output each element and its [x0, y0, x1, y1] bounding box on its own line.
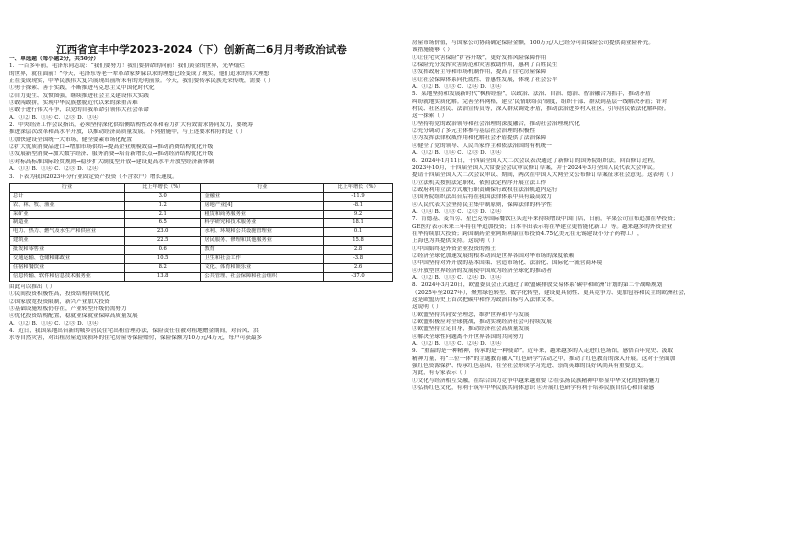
text-line: 4．近日，我国某地出台新的城乡居民住宅出租管理办法，保险责任在被对租地赠金期间，对台风、洪	[9, 327, 259, 334]
text-line: ②政府利用立法方式履行职责确保行政权在法治轨道内运行	[412, 186, 558, 193]
text-line: 7．肯德基、麦当劳、星巴克等国际餐饮巨头近年来持续增设中国门店，日前，苹果公司宣布追加在华投资；	[412, 216, 679, 223]
text-line: ③国务院组织法出台后将在我国法律体系中具有最高效力	[412, 194, 552, 201]
table-cell: 采矿业	[10, 210, 125, 219]
table-cell: 文化、体育和娱乐业	[201, 264, 324, 273]
text-line: ①立法机关按照法定职权、依照法定程序开展立法工作	[412, 179, 547, 186]
text-line: ①加快建设全国统一大市场，健全要素市场化配置	[9, 136, 133, 143]
text-line: 纠纷就地实质化解。完善全科网格，建立‘民情联络员’制度，组织干部、群众到基层一线解决矛盾；针对	[412, 98, 668, 105]
table-header: 行业	[201, 183, 324, 192]
text-line: ③中国坚持对外开放的基本国策、营造市场化、法治化、国际化一流营商环境	[412, 260, 603, 267]
table-cell: 房地产业[4]	[201, 201, 324, 210]
text-line: ④敢于进行伟大斗争，以党的自我革命引领伟大社会革命	[9, 107, 149, 114]
table-cell: 22.5	[124, 237, 201, 246]
text-line: ②经济全球化加速发展的根本动因是世界各国对华市场的深度依赖	[412, 252, 575, 259]
text-line: 5．某地坚持和发展新时代“枫桥经验”，以政治、法治、自治、德治、智治融合为抓手，推动矛盾	[412, 91, 651, 98]
right-question-text	[412, 40, 790, 393]
text-line: ①坚持将党的政治领导和社会治理的深度融合，推动社会治理现代化	[412, 120, 580, 127]
table-cell: -8.1	[324, 201, 393, 210]
text-line: 该措施能够（ ）	[412, 47, 453, 54]
text-line: 1．一百多年前，毛泽东同志说：“我们要努力！我们要拼命的向前！我们黄金的世界，光华灿烂	[9, 63, 245, 70]
text-line: ③发展新型消费→加大数字经济、服务消费→培育新增长点→推动经济结构优化升级	[9, 151, 214, 158]
table-row	[10, 246, 393, 255]
text-line: 9．“重温的是一种精神，传承的是一种使命”。近年来，越来越多的人走进红色场馆，感悟百年党史、汲取	[412, 348, 673, 355]
text-line: ④健全了党的领导、人民当家作主和依法治国的有机统一	[412, 142, 552, 149]
table-cell: 金融业	[201, 192, 324, 201]
table-cell: 住宿和餐饮业	[10, 264, 125, 273]
text-line: A．①② B．①④ C．②③ D．③④	[412, 150, 502, 157]
text-line: ①文化与经济相互交融，在综合国力竞争中越来越重要 ②在弘扬民族精神中彰显中华文化的独特魅力	[412, 377, 660, 384]
text-line: （2025年至2027年），聚焦绿色转型、数字化转型，建设更具韧性、更具竞争力、更加包容和民主的欧洲社会，	[412, 289, 690, 296]
table-row	[10, 219, 393, 228]
text-line: 2．中央经济工作会议指出，必须坚持深化供给侧结构性改革和着力扩大有效需求协同发力，要统筹	[9, 122, 254, 129]
table-cell: 0.6	[124, 246, 201, 255]
table-cell: 租赁和商务服务业	[201, 210, 324, 219]
text-line: 强红色资源保护、传承红色基因，在全社会形成学习先进、崇尚英雄的良好风尚具有重要意义。	[412, 363, 647, 370]
table-header: 比上年增长（%）	[324, 183, 393, 192]
table-cell: 3.0	[124, 192, 201, 201]
table-cell: -37.0	[324, 272, 393, 281]
text-line: A．①④ B．①③ C．②③ D．②④	[412, 208, 502, 215]
table-cell: 13.8	[124, 272, 201, 281]
table-row	[10, 201, 393, 210]
table-cell: 23.0	[124, 228, 201, 237]
text-line: ④让社会保障体系向托底性、普惠性发展，体现了社会公平	[412, 76, 558, 83]
page-title: 江西省宜丰中学2023-2024（下）创新高二6月月考政治试卷	[56, 44, 347, 56]
text-line: 2023年10月，十四届全国人大常委会会议审议修订草案，并于2024年3月全国人民代表大会审议。	[412, 164, 659, 171]
table-cell: 公共管理、社会保障和社会组织	[201, 272, 324, 281]
text-line: ②欧盟积极应对全球挑战，推动实现经济社会可持续发展	[412, 319, 552, 326]
table-cell: 9.2	[324, 210, 393, 219]
text-line: 水等自然灾害，对出租房屋造成损坏的住宅房屋等保险赔付，保险保额为10万元/4万元，每户可获最多	[9, 335, 263, 342]
right-column	[412, 40, 790, 545]
text-line: 在华持续加大投资；跨国制药企业阿斯利康宣布投资4.75亿美元在无锡建设小分子药物工厂，	[412, 230, 643, 237]
text-line: ④人民代表大会坚持民主集中制原则，保障法律的科学性	[412, 201, 552, 208]
left-question-text	[9, 63, 394, 181]
table-cell: 卫生和社会工作	[201, 255, 324, 264]
table-cell: 2.6	[324, 264, 393, 273]
table-row	[10, 255, 393, 264]
table-cell: 18.1	[324, 219, 393, 228]
table-cell: 水利、环境和公共设施管理业	[201, 228, 324, 237]
text-line: 3．下表为我国2023年分行业固定资产投资（不含农户）增长速度。	[9, 173, 178, 180]
table-cell: 教育	[201, 246, 324, 255]
text-line: ①欧盟坚持共同安全理念，维护世界和平与发展	[412, 311, 530, 318]
table-row	[10, 210, 393, 219]
text-line: ④解决全球性问题离不开世界各国的共同努力	[412, 333, 524, 340]
text-line: ①民间投资积极性高，投资结构持续优化	[9, 291, 110, 298]
text-line: 推进深层次改革和高水平开放，以推动经济高质量发展。下列措施中，与上述要求相符的是（ ）	[9, 129, 246, 136]
text-line: 8．2024年3月20日，欧盟委员会正式通过了欧盟碳排放交易体系‘碳中和欧洲’计划的第二个战略规划	[412, 282, 663, 289]
table-cell: -11.9	[324, 192, 393, 201]
table-cell: 交通运输、仓储和邮政业	[10, 255, 125, 264]
table-cell: 批发和零售业	[10, 246, 125, 255]
text-line: ③敢闯敢拼，实现中华民族摆脱近代以来的深重苦难	[9, 100, 138, 107]
table-cell: 15.8	[324, 237, 393, 246]
table-cell: 8.2	[124, 264, 201, 273]
table-cell: 6.5	[124, 219, 201, 228]
text-line: 6．2024年1月11日，十四届全国人大二次会议表决通过了新修订的国务院组织法。回首修订过程，	[412, 157, 659, 164]
text-line: ④对标高标准国际经贸规则→稳步扩大制度型开放→建设更高水平开放型经济新体制	[9, 158, 215, 165]
left-column	[9, 36, 394, 541]
text-line: 这是欧盟历史上首次把碳中和作为政治目标写入法律文本。	[412, 297, 558, 304]
table-row	[10, 237, 393, 246]
text-line: 由此可以推出（ ）	[9, 283, 56, 290]
text-line: ②保险充分发挥灾害防范和灾害救助作用，惠利了百姓民生	[412, 62, 558, 69]
table-cell: 制造业	[10, 219, 125, 228]
text-line: ②自力更生、发愤图强，继续推进社会主义建设伟大实践	[9, 92, 149, 99]
text-line: A．①② B．①③ C．②④ D．③④	[412, 341, 502, 348]
text-line: A．①③ B．①④ C．②③ D．②④	[9, 166, 99, 173]
text-line: 这一探索（ ）	[412, 113, 448, 120]
table-cell: 信息传输、软件和信息技术服务业	[10, 272, 125, 281]
table-row	[10, 228, 393, 237]
text-line: 精神力量，将“三位一体”的主题教育融入“红色研学”活动之中，推动了红色教育的深入开展。这对于全面加	[412, 355, 676, 362]
table-cell: 2.1	[124, 210, 201, 219]
text-line: ④开放型世界经济的发展使中国成为经济全球化的推动者	[412, 267, 552, 274]
text-line: 这说明（ ）	[412, 304, 442, 311]
table-header-row	[10, 183, 393, 192]
text-line: ③欧盟坚持立足自身，推动经济社会高质量发展	[412, 326, 530, 333]
table-cell: -3.8	[324, 255, 393, 264]
text-line: ②扩大优质消费品进口→增加市场供给→提高企业规模效益→推动消费结构优化升级	[9, 144, 214, 151]
table-cell: 0.1	[324, 228, 393, 237]
text-line: 的世界，就在面前！”今天，毛泽东等老一辈革命家梦寐以求的理想已经变成了现实，他们追求的伟大理想	[9, 70, 270, 77]
text-line: ③为发挥法律权威作用和化解社会矛盾提供了法治保障	[412, 135, 547, 142]
text-line: ③基础设施短板仍存在，产业转型升级仍需努力	[9, 305, 127, 312]
text-line: GE医疗表示未来三年将在华追加投资；日本丰田表示将在华建立更智能化新工厂等。越来越多的外资企业	[412, 223, 673, 230]
text-line: ①中国始终是外资企业投资的热土	[412, 245, 496, 252]
table-row	[10, 264, 393, 273]
text-line: A．①② B．①③ C．②④ D．③④	[412, 84, 502, 91]
section-heading: 一、单选题（每小题2分，共50分）	[9, 56, 99, 62]
table-header: 比上年增长（%）	[124, 183, 201, 192]
text-line: 为此，有专家表示（ ）	[412, 370, 470, 377]
text-line: A．①② B．①③ C．②④ D．③④	[412, 275, 502, 281]
table-cell: 科学研究和技术服务业	[201, 219, 324, 228]
table-cell: 建筑业	[10, 237, 125, 246]
text-line: ③弘扬红色文化，有利于筑牢中华民族共同体意识 ④开展红色研学有利于培养民族自信心和自豪感	[412, 385, 655, 392]
text-line: A．①② B．①④ C．②③ D．③④	[9, 320, 99, 327]
text-line: 提请十四届全国人大二次会议审议、期间，两次在中国人大网全文公布修订草案征求社会意见。这表明（ ）	[412, 172, 677, 179]
text-line: 房屋市场价值，与国家公司协商确定保险金额，100万元/人已经分可由保险公司提供商业险补充。	[412, 40, 654, 46]
text-line: ④优化投资结构配置，稳就业保就业保障高质量发展	[9, 313, 138, 320]
table-row	[10, 192, 393, 201]
text-line: A．①② B．①④ C．②③ D．③④	[9, 114, 99, 121]
text-line: ③发挥政府主导和市场机制作用，提高了住宅房屋保障	[412, 69, 547, 76]
text-line: ②国家放宽投资限制，新兴产业加大投资	[9, 298, 110, 305]
table-cell: 1.2	[124, 201, 201, 210]
text-line: 上海也为其提供支持。这说明（ ）	[412, 238, 498, 245]
text-line: ①让住宅灾害保险“扩容升级”，更好发挥风险保障作用	[412, 54, 547, 61]
table-cell: 居民服务、修理和其他服务业	[201, 237, 324, 246]
text-line: ②充分调动了多元主体参与基层社会治理的积极性	[412, 128, 536, 135]
investment-table	[9, 183, 393, 282]
table-cell: 电力、热力、燃气及水生产和供应业	[10, 228, 125, 237]
table-cell: 2.8	[324, 246, 393, 255]
table-cell: 10.5	[124, 255, 201, 264]
text-line: ①勇于探索、善于实践，不断推进马克思主义中国化时代化	[9, 85, 155, 92]
left-question-text-2	[9, 284, 394, 343]
table-header: 行业	[10, 183, 125, 192]
table-cell: 农、林、牧、渔业	[10, 201, 125, 210]
text-line: 正在变成现实，中华民族伟大复兴展现出前所未有的光明前景。今天，我们要传承民族光荣传统，需要（ ）	[9, 78, 274, 85]
table-cell: 总计	[10, 192, 125, 201]
table-row	[10, 272, 393, 281]
text-line: 村民、社区居民、法治宣传员等，深入群众调处矛盾，推动法治进乡村入社区，引导居民依法化解纠纷。	[412, 106, 670, 113]
